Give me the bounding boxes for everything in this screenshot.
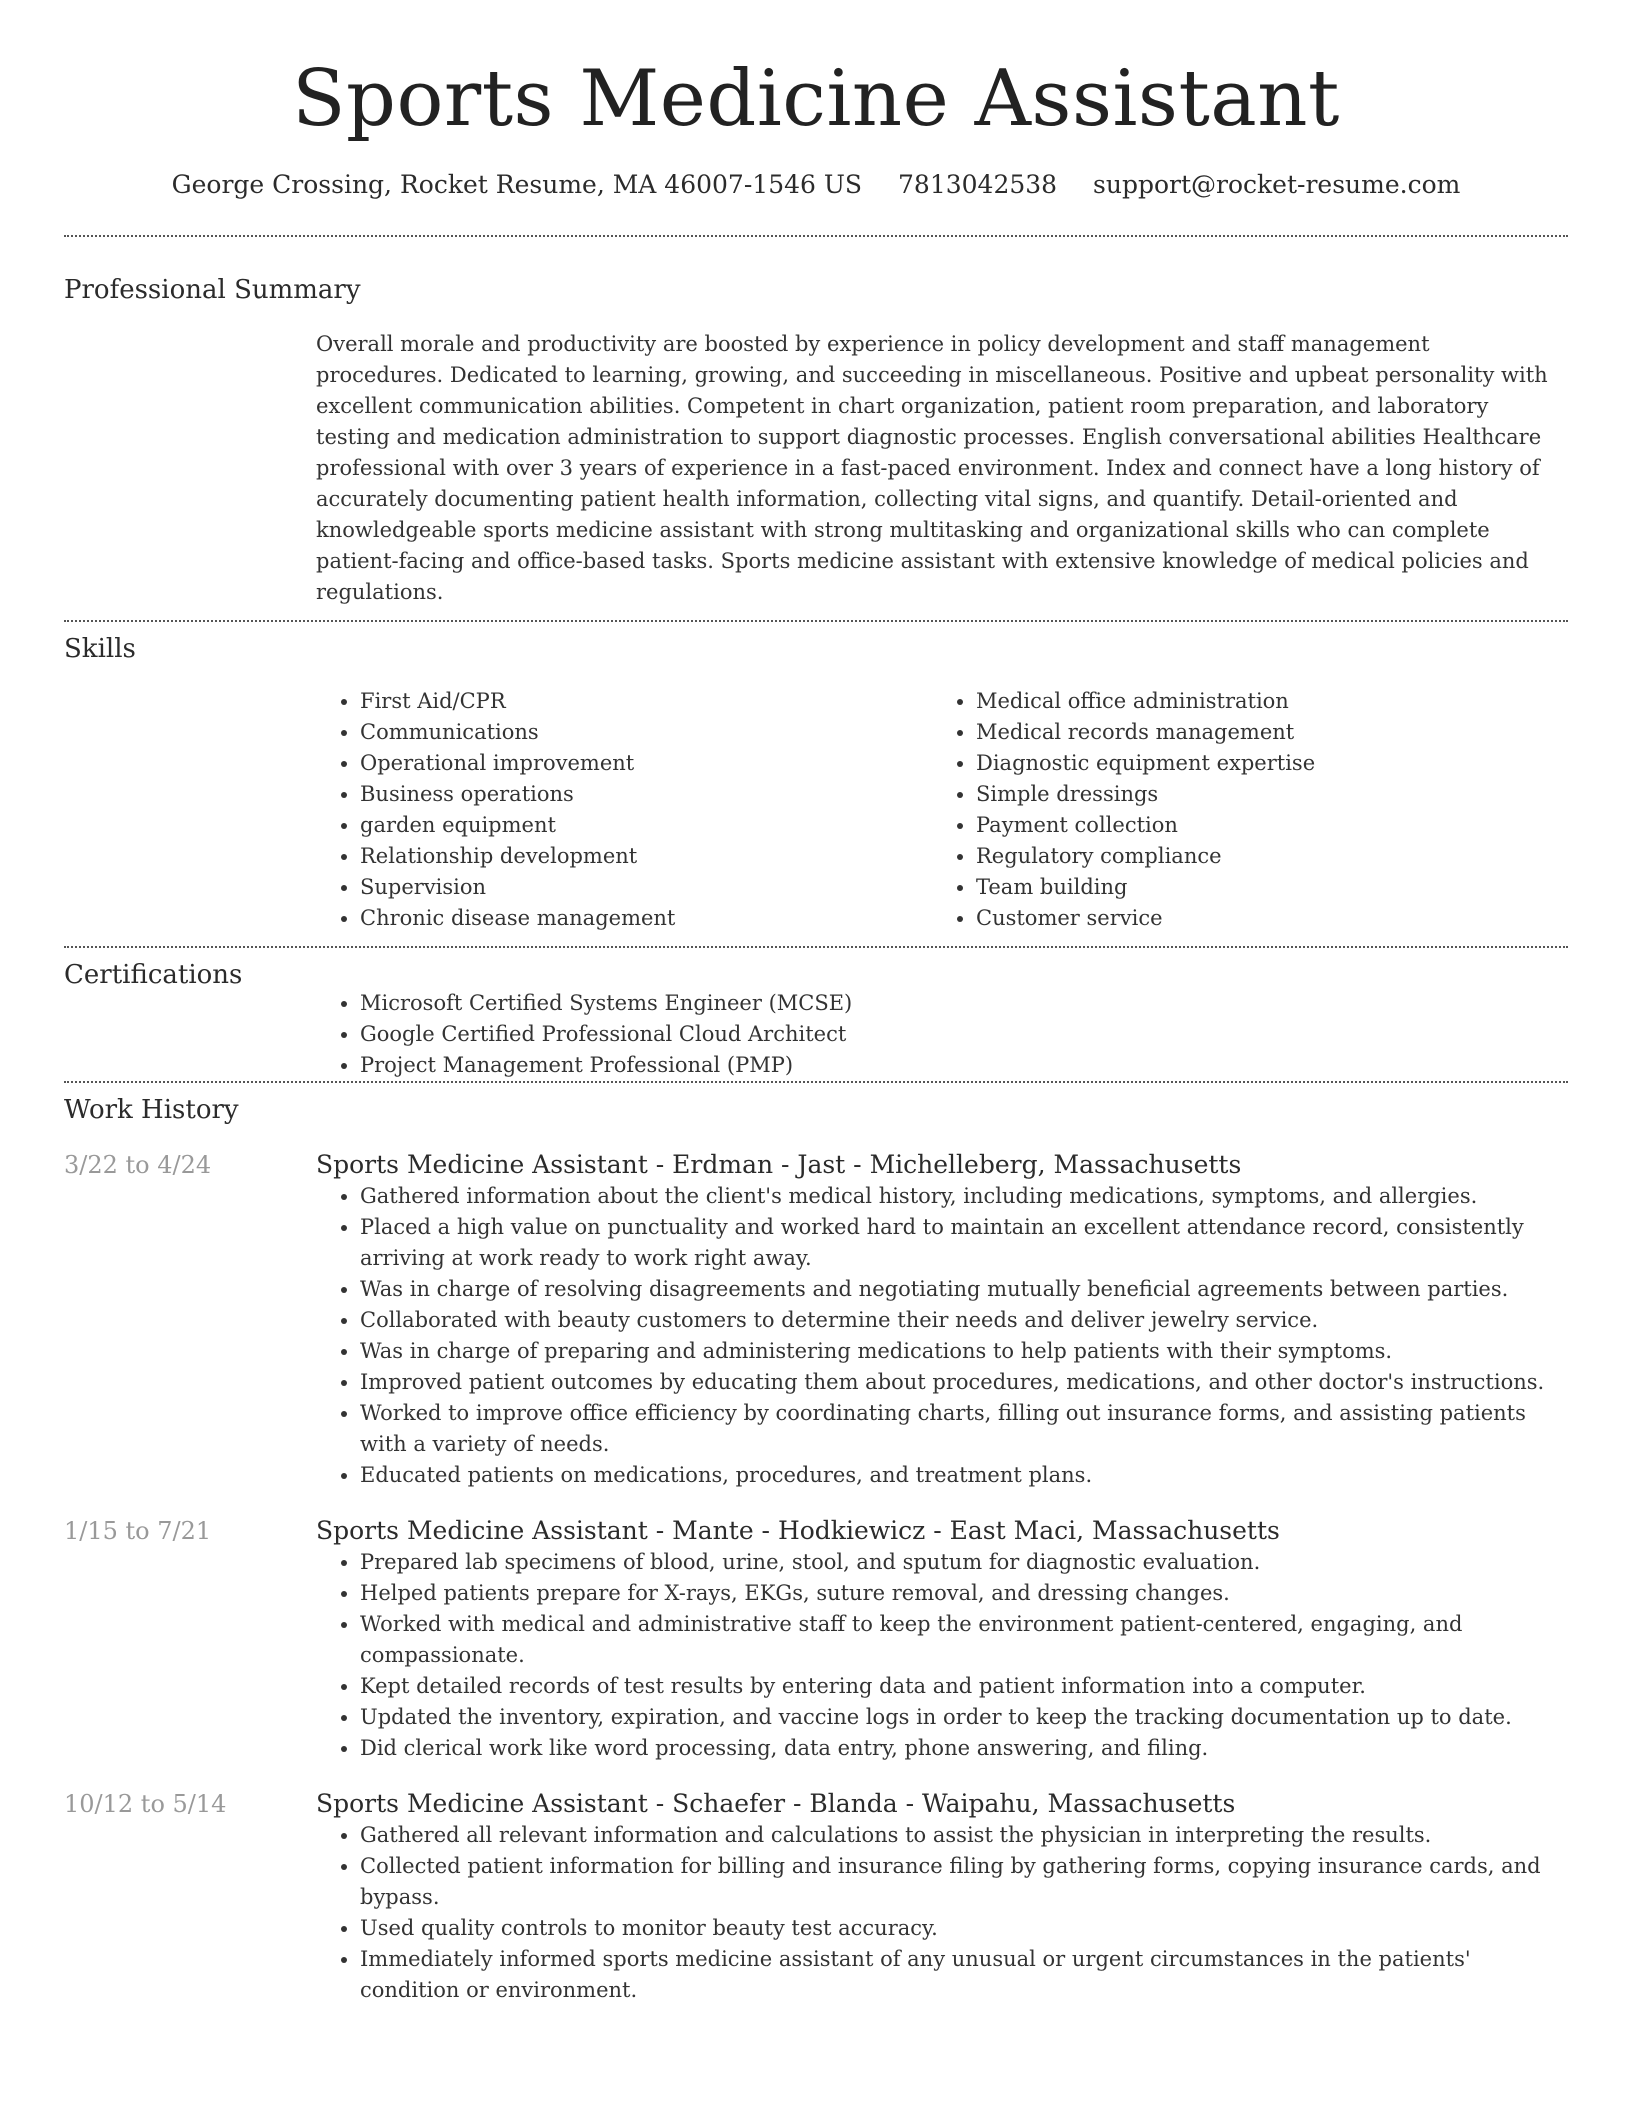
job-duty: • Educated patients on medications, procedures, and treatment plans. (360, 1460, 1568, 1491)
skill-item: • garden equipment (360, 810, 932, 841)
skills-list-left (316, 686, 932, 934)
job-dates: 3/22 to 4/24 (64, 1151, 212, 1179)
skill-item: • Team building (976, 872, 1548, 903)
skill-item: • Operational improvement (360, 748, 932, 779)
skill-item: • Diagnostic equipment expertise (976, 748, 1548, 779)
work-history-heading: Work History (64, 1095, 239, 1125)
jobs-list (64, 1149, 1568, 2006)
contact-address: George Crossing, Rocket Resume, MA 46007-1546 US (171, 170, 863, 199)
skill-item: • Relationship development (360, 841, 932, 872)
skills-heading: Skills (64, 634, 136, 664)
summary-section (64, 237, 1568, 608)
certification-item: • Google Certified Professional Cloud Architect (360, 1019, 1568, 1050)
skills-section (64, 622, 1568, 934)
job-duty: • Was in charge of resolving disagreements and negotiating mutually beneficial agreements between parties. (360, 1274, 1568, 1305)
job-duty: • Collaborated with beauty customers to determine their needs and deliver jewelry service. (360, 1305, 1568, 1336)
job-duty: • Updated the inventory, expiration, and vaccine logs in order to keep the tracking documentation up to date. (360, 1702, 1568, 1733)
candidate-name: Sports Medicine Assistant (292, 54, 1340, 144)
job-duty: • Gathered information about the client's medical history, including medications, symptoms, and allergies. (360, 1181, 1568, 1212)
job-duty: • Worked with medical and administrative staff to keep the environment patient-centered, engaging, and compassionate. (360, 1609, 1568, 1671)
skill-item: • Medical office administration (976, 686, 1548, 717)
skills-list-right (932, 686, 1548, 934)
job-title: Sports Medicine Assistant - Mante - Hodkiewicz - East Maci, Massachusetts (316, 1516, 1280, 1545)
job-duty: • Improved patient outcomes by educating them about procedures, medications, and other doctor's instructions. (360, 1367, 1568, 1398)
job-duty: • Immediately informed sports medicine assistant of any unusual or urgent circumstances in the patients' condition or environment. (360, 1944, 1568, 2006)
job-entry (64, 1515, 1568, 1764)
skill-item: • Simple dressings (976, 779, 1548, 810)
summary-text: Overall morale and productivity are boosted by experience in policy development and staff management procedures. Dedicated to learning, growing, and succeeding in miscellaneous. Positive and upbeat personality with excellent communication abilities. Competent in chart organization, patient room preparation, and laboratory testing and medication administration to support diagnostic processes. English conversational abilities Healthcare professional with over 3 years of experience in a fast-paced environment. Index and connect have a long history of accurately documenting patient health information, collecting vital signs, and quantify. Detail-oriented and knowledgeable sports medicine assistant with strong multitasking and organizational skills who can complete patient-facing and office-based tasks. Sports medicine assistant with extensive knowledge of medical policies and regulations. (316, 332, 1548, 604)
contact-line (64, 170, 1568, 199)
certification-item: • Microsoft Certified Systems Engineer (MCSE) (360, 988, 1568, 1019)
job-title: Sports Medicine Assistant - Erdman - Jast - Michelleberg, Massachusetts (316, 1150, 1242, 1179)
summary-heading: Professional Summary (64, 275, 361, 305)
job-title: Sports Medicine Assistant - Schaefer - Blanda - Waipahu, Massachusetts (316, 1789, 1236, 1818)
job-duty: • Did clerical work like word processing, data entry, phone answering, and filing. (360, 1733, 1568, 1764)
skill-item: • Payment collection (976, 810, 1548, 841)
job-duty: • Kept detailed records of test results by entering data and patient information into a computer. (360, 1671, 1568, 1702)
skill-item: • First Aid/CPR (360, 686, 932, 717)
job-dates: 1/15 to 7/21 (64, 1517, 212, 1545)
job-duty: • Used quality controls to monitor beauty test accuracy. (360, 1913, 1568, 1944)
job-duties-list (316, 1820, 1568, 2006)
job-dates: 10/12 to 5/14 (64, 1790, 227, 1818)
certifications-list (316, 988, 1568, 1081)
job-duties-list (316, 1181, 1568, 1491)
job-duty: • Worked to improve office efficiency by coordinating charts, filling out insurance forms, and assisting patients with a variety of needs. (360, 1398, 1568, 1460)
job-duty: • Was in charge of preparing and administering medications to help patients with their symptoms. (360, 1336, 1568, 1367)
job-duties-list (316, 1547, 1568, 1764)
skill-item: • Business operations (360, 779, 932, 810)
skill-item: • Regulatory compliance (976, 841, 1548, 872)
skill-item: • Medical records management (976, 717, 1548, 748)
job-duty: • Placed a high value on punctuality and worked hard to maintain an excellent attendance record, consistently arriving at work ready to work right away. (360, 1212, 1568, 1274)
skill-item: • Customer service (976, 903, 1548, 934)
job-entry (64, 1788, 1568, 2006)
job-duty: • Helped patients prepare for X-rays, EKGs, suture removal, and dressing changes. (360, 1578, 1568, 1609)
job-entry (64, 1149, 1568, 1491)
job-duty: • Prepared lab specimens of blood, urine, stool, and sputum for diagnostic evaluation. (360, 1547, 1568, 1578)
contact-email[interactable]: support@rocket-resume.com (1093, 170, 1461, 199)
skill-item: • Supervision (360, 872, 932, 903)
certification-item: • Project Management Professional (PMP) (360, 1050, 1568, 1081)
certifications-heading: Certifications (64, 960, 243, 990)
contact-phone: 7813042538 (898, 170, 1058, 199)
skill-item: • Communications (360, 717, 932, 748)
skill-item: • Chronic disease management (360, 903, 932, 934)
work-history-section (64, 1083, 1568, 2006)
job-duty: • Gathered all relevant information and calculations to assist the physician in interpreting the results. (360, 1820, 1568, 1851)
certifications-section (64, 948, 1568, 1081)
job-duty: • Collected patient information for billing and insurance filing by gathering forms, copying insurance cards, and bypass. (360, 1851, 1568, 1913)
